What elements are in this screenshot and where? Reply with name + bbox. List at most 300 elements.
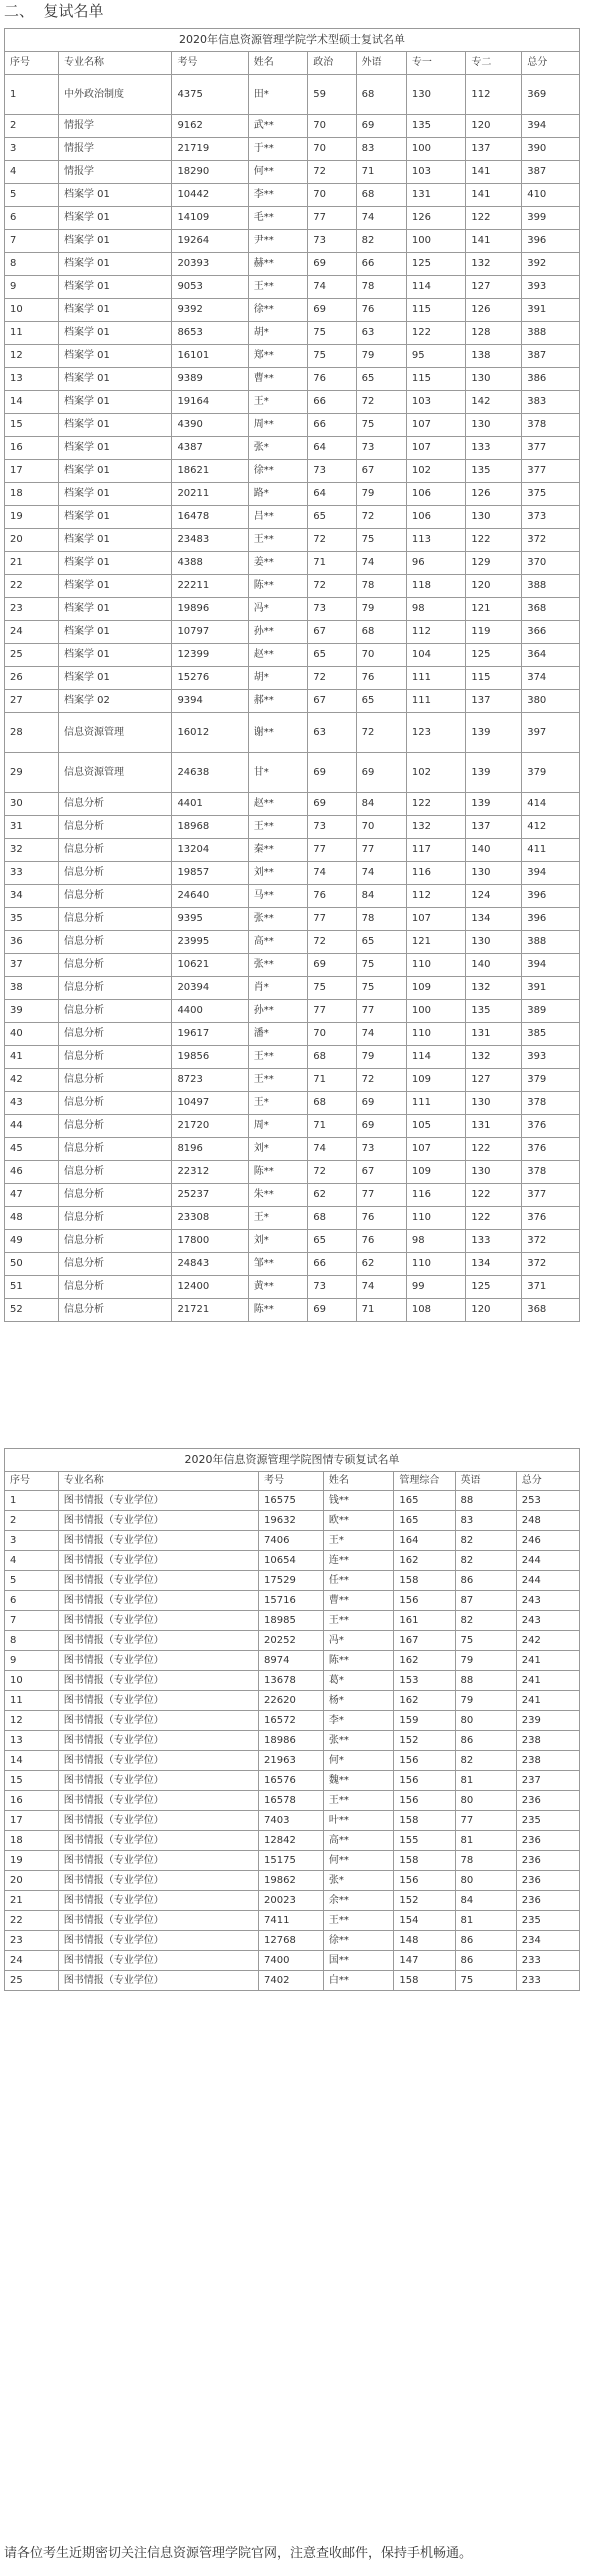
table-cell: 曹** [323, 1591, 393, 1611]
table-row [5, 460, 580, 483]
table-cell: 127 [466, 276, 522, 299]
table-cell: 4387 [172, 437, 248, 460]
table-cell: 王** [323, 1791, 393, 1811]
table-cell: 档案学 01 [58, 575, 171, 598]
table-cell: 张** [248, 954, 308, 977]
table-cell: 郝** [248, 690, 308, 713]
table-cell: 63 [356, 322, 406, 345]
table-cell: 21963 [259, 1751, 324, 1771]
table-cell: 79 [356, 483, 406, 506]
table-cell: 47 [5, 1184, 59, 1207]
table-cell: 2 [5, 1511, 59, 1531]
table-cell: 135 [406, 115, 466, 138]
table-cell: 241 [516, 1671, 579, 1691]
table-cell: 信息分析 [58, 1115, 171, 1138]
table-cell: 42 [5, 1069, 59, 1092]
table-row [5, 1207, 580, 1230]
table-cell: 18621 [172, 460, 248, 483]
table-cell: 71 [308, 552, 356, 575]
table-cell: 王** [248, 816, 308, 839]
table-cell: 20023 [259, 1891, 324, 1911]
table-cell: 102 [406, 753, 466, 793]
table-cell: 236 [516, 1891, 579, 1911]
table-row [5, 483, 580, 506]
table-cell: 叶** [323, 1811, 393, 1831]
table-cell: 122 [466, 1207, 522, 1230]
table-cell: 112 [406, 885, 466, 908]
column-header: 姓名 [248, 52, 308, 75]
table-cell: 126 [466, 483, 522, 506]
table-cell: 7 [5, 230, 59, 253]
table-cell: 13678 [259, 1671, 324, 1691]
table-cell: 107 [406, 908, 466, 931]
table-cell: 65 [356, 368, 406, 391]
table-cell: 28 [5, 713, 59, 753]
table-cell: 图书情报（专业学位） [58, 1571, 258, 1591]
table-cell: 388 [522, 322, 580, 345]
table-cell: 22 [5, 1911, 59, 1931]
table-cell: 139 [466, 713, 522, 753]
table-row [5, 1571, 580, 1591]
table-cell: 4401 [172, 793, 248, 816]
table-cell: 图书情报（专业学位） [58, 1531, 258, 1551]
table-cell: 156 [394, 1751, 455, 1771]
table-cell: 信息分析 [58, 1161, 171, 1184]
table-row [5, 161, 580, 184]
table-cell: 87 [455, 1591, 516, 1611]
table-cell: 134 [466, 908, 522, 931]
table-row [5, 1891, 580, 1911]
table-cell: 82 [455, 1611, 516, 1631]
table-cell: 399 [522, 207, 580, 230]
table-cell: 141 [466, 161, 522, 184]
table-cell: 82 [356, 230, 406, 253]
table-cell: 张* [248, 437, 308, 460]
table-cell: 甘* [248, 753, 308, 793]
table-cell: 18985 [259, 1611, 324, 1631]
table-cell: 20394 [172, 977, 248, 1000]
table-cell: 372 [522, 1253, 580, 1276]
table-cell: 郑** [248, 345, 308, 368]
table-row [5, 793, 580, 816]
table-cell: 125 [466, 1276, 522, 1299]
table-row [5, 1115, 580, 1138]
table-cell: 信息分析 [58, 1299, 171, 1322]
table-cell: 72 [308, 161, 356, 184]
professional-master-retest-table [4, 1448, 580, 1991]
table-cell: 马** [248, 885, 308, 908]
table-cell: 胡* [248, 322, 308, 345]
table-cell: 130 [466, 368, 522, 391]
table-cell: 73 [308, 816, 356, 839]
table-cell: 档案学 01 [58, 299, 171, 322]
table-cell: 8723 [172, 1069, 248, 1092]
table-row [5, 575, 580, 598]
table-cell: 248 [516, 1511, 579, 1531]
table-cell: 135 [466, 1000, 522, 1023]
table-cell: 383 [522, 391, 580, 414]
table-cell: 信息分析 [58, 1184, 171, 1207]
table-cell: 77 [308, 207, 356, 230]
table-cell: 9392 [172, 299, 248, 322]
table-cell: 132 [466, 977, 522, 1000]
table-cell: 74 [356, 862, 406, 885]
table-cell: 刘* [248, 1230, 308, 1253]
table-cell: 19 [5, 506, 59, 529]
table-cell: 16578 [259, 1791, 324, 1811]
table-header-row [5, 52, 580, 75]
table-cell: 20 [5, 1871, 59, 1891]
table-cell: 33 [5, 862, 59, 885]
table-cell: 246 [516, 1531, 579, 1551]
table-cell: 16 [5, 437, 59, 460]
table-cell: 62 [356, 1253, 406, 1276]
table-row [5, 552, 580, 575]
table-cell: 391 [522, 977, 580, 1000]
table-cell: 156 [394, 1791, 455, 1811]
column-header: 总分 [522, 52, 580, 75]
table-cell: 388 [522, 575, 580, 598]
table-cell: 4375 [172, 75, 248, 115]
table-row [5, 1751, 580, 1771]
table-cell: 235 [516, 1911, 579, 1931]
table-cell: 图书情报（专业学位） [58, 1831, 258, 1851]
table-cell: 62 [308, 1184, 356, 1207]
table-cell: 19857 [172, 862, 248, 885]
table-cell: 69 [308, 253, 356, 276]
table-cell: 3 [5, 1531, 59, 1551]
table-cell: 14109 [172, 207, 248, 230]
table-cell: 154 [394, 1911, 455, 1931]
table-cell: 71 [356, 161, 406, 184]
table-cell: 34 [5, 885, 59, 908]
table-cell: 38 [5, 977, 59, 1000]
table-cell: 王** [323, 1911, 393, 1931]
table-cell: 79 [455, 1691, 516, 1711]
table-cell: 18 [5, 483, 59, 506]
table-cell: 75 [455, 1631, 516, 1651]
table-cell: 赫** [248, 253, 308, 276]
table-cell: 21721 [172, 1299, 248, 1322]
table-cell: 80 [455, 1871, 516, 1891]
table-cell: 68 [356, 75, 406, 115]
table-cell: 19264 [172, 230, 248, 253]
table-cell: 葛* [323, 1671, 393, 1691]
table-cell: 于** [248, 138, 308, 161]
table-cell: 13 [5, 368, 59, 391]
table-cell: 74 [308, 276, 356, 299]
table-cell: 386 [522, 368, 580, 391]
table-cell: 110 [406, 954, 466, 977]
column-header: 序号 [5, 52, 59, 75]
table-row [5, 1771, 580, 1791]
table-cell: 390 [522, 138, 580, 161]
table-cell: 周* [248, 1115, 308, 1138]
table-cell: 107 [406, 414, 466, 437]
table-cell: 9394 [172, 690, 248, 713]
table-row [5, 667, 580, 690]
table-cell: 12842 [259, 1831, 324, 1851]
table-cell: 6 [5, 207, 59, 230]
table-cell: 76 [356, 299, 406, 322]
table-cell: 72 [308, 931, 356, 954]
table-cell: 陈** [248, 575, 308, 598]
table-cell: 111 [406, 1092, 466, 1115]
table-cell: 132 [466, 253, 522, 276]
table-cell: 王** [248, 1046, 308, 1069]
table-cell: 7 [5, 1611, 59, 1631]
table-row [5, 529, 580, 552]
table-cell: 20252 [259, 1631, 324, 1651]
table-cell: 79 [455, 1651, 516, 1671]
table-cell: 73 [308, 598, 356, 621]
table-cell: 16576 [259, 1771, 324, 1791]
table-cell: 106 [406, 483, 466, 506]
table-cell: 75 [308, 322, 356, 345]
table-cell: 信息分析 [58, 1046, 171, 1069]
table-cell: 123 [406, 713, 466, 753]
table-cell: 80 [455, 1711, 516, 1731]
table-cell: 档案学 01 [58, 621, 171, 644]
table-cell: 18968 [172, 816, 248, 839]
table-cell: 24 [5, 621, 59, 644]
table-cell: 81 [455, 1831, 516, 1851]
table-cell: 125 [466, 644, 522, 667]
table-cell: 档案学 01 [58, 184, 171, 207]
table-cell: 信息分析 [58, 885, 171, 908]
table-cell: 任** [323, 1571, 393, 1591]
table-cell: 64 [308, 437, 356, 460]
table-cell: 15175 [259, 1851, 324, 1871]
table-cell: 24640 [172, 885, 248, 908]
table-row [5, 1491, 580, 1511]
table-cell: 35 [5, 908, 59, 931]
column-header: 外语 [356, 52, 406, 75]
table-cell: 24 [5, 1951, 59, 1971]
table-cell: 信息分析 [58, 1253, 171, 1276]
table-cell: 86 [455, 1951, 516, 1971]
table-cell: 162 [394, 1651, 455, 1671]
table-cell: 73 [356, 437, 406, 460]
table-cell: 75 [356, 954, 406, 977]
table-cell: 109 [406, 1069, 466, 1092]
table-row [5, 1276, 580, 1299]
table-cell: 388 [522, 931, 580, 954]
table-cell: 22312 [172, 1161, 248, 1184]
table-cell: 10 [5, 1671, 59, 1691]
table-cell: 档案学 01 [58, 391, 171, 414]
table-cell: 130 [466, 506, 522, 529]
table-cell: 113 [406, 529, 466, 552]
table-cell: 131 [406, 184, 466, 207]
table-cell: 70 [308, 184, 356, 207]
table-cell: 165 [394, 1511, 455, 1531]
table-cell: 368 [522, 598, 580, 621]
table-cell: 78 [356, 575, 406, 598]
table-cell: 109 [406, 1161, 466, 1184]
table-cell: 98 [406, 598, 466, 621]
table-cell: 71 [308, 1069, 356, 1092]
table-cell: 103 [406, 161, 466, 184]
table-cell: 70 [308, 138, 356, 161]
table-cell: 76 [308, 368, 356, 391]
table-cell: 66 [308, 414, 356, 437]
table-row [5, 368, 580, 391]
table-cell: 16575 [259, 1491, 324, 1511]
table-cell: 40 [5, 1023, 59, 1046]
table-cell: 73 [308, 230, 356, 253]
table-cell: 138 [466, 345, 522, 368]
table-cell: 王** [323, 1611, 393, 1631]
table-row [5, 1511, 580, 1531]
table-cell: 396 [522, 885, 580, 908]
table-cell: 徐** [323, 1931, 393, 1951]
table-cell: 121 [466, 598, 522, 621]
table-cell: 钱** [323, 1491, 393, 1511]
table-cell: 23 [5, 1931, 59, 1951]
table-cell: 165 [394, 1491, 455, 1511]
table-cell: 17529 [259, 1571, 324, 1591]
table-cell: 396 [522, 908, 580, 931]
table-cell: 71 [356, 1299, 406, 1322]
table-cell: 陈** [248, 1161, 308, 1184]
table-cell: 132 [466, 1046, 522, 1069]
table-cell: 王* [248, 391, 308, 414]
table-row [5, 276, 580, 299]
table-cell: 81 [455, 1911, 516, 1931]
table-cell: 253 [516, 1491, 579, 1511]
column-header: 序号 [5, 1472, 59, 1491]
table-cell: 24638 [172, 753, 248, 793]
table-cell: 139 [466, 753, 522, 793]
table-cell: 75 [455, 1971, 516, 1991]
table-cell: 110 [406, 1023, 466, 1046]
table-cell: 8974 [259, 1651, 324, 1671]
column-header: 考号 [172, 52, 248, 75]
table-cell: 66 [308, 391, 356, 414]
table-cell: 赵** [248, 793, 308, 816]
table-cell: 392 [522, 253, 580, 276]
table-cell: 陈** [323, 1651, 393, 1671]
table-cell: 167 [394, 1631, 455, 1651]
table-cell: 130 [466, 1161, 522, 1184]
table-cell: 7411 [259, 1911, 324, 1931]
table-cell: 图书情报（专业学位） [58, 1751, 258, 1771]
table-cell: 信息分析 [58, 931, 171, 954]
table-cell: 图书情报（专业学位） [58, 1951, 258, 1971]
table-cell: 84 [356, 885, 406, 908]
table-row [5, 885, 580, 908]
table-cell: 114 [406, 1046, 466, 1069]
table-cell: 236 [516, 1791, 579, 1811]
table-cell: 133 [466, 437, 522, 460]
table-cell: 何** [248, 161, 308, 184]
table-cell: 73 [308, 1276, 356, 1299]
table-cell: 27 [5, 690, 59, 713]
table-cell: 信息分析 [58, 1069, 171, 1092]
table-cell: 239 [516, 1711, 579, 1731]
table-cell: 肖* [248, 977, 308, 1000]
table-cell: 152 [394, 1731, 455, 1751]
notice-text: 请各位考生近期密切关注信息资源管理学院官网，注意查收邮件，保持手机畅通。 [4, 2546, 473, 2561]
table-cell: 65 [356, 690, 406, 713]
table-cell: 10 [5, 299, 59, 322]
column-header: 英语 [455, 1472, 516, 1491]
table-cell: 147 [394, 1951, 455, 1971]
table-cell: 69 [356, 753, 406, 793]
table-cell: 杨* [323, 1691, 393, 1711]
table-cell: 373 [522, 506, 580, 529]
table-row [5, 1023, 580, 1046]
table-cell: 孙** [248, 621, 308, 644]
table-cell: 70 [308, 1023, 356, 1046]
table-row [5, 908, 580, 931]
table-cell: 88 [455, 1491, 516, 1511]
table-cell: 68 [308, 1092, 356, 1115]
table-cell: 77 [308, 1000, 356, 1023]
table-cell: 11 [5, 1691, 59, 1711]
table-cell: 156 [394, 1771, 455, 1791]
table-cell: 235 [516, 1811, 579, 1831]
table-cell: 19 [5, 1851, 59, 1871]
table-cell: 25 [5, 1971, 59, 1991]
table-cell: 122 [466, 1138, 522, 1161]
table-cell: 142 [466, 391, 522, 414]
table-cell: 158 [394, 1571, 455, 1591]
table-cell: 126 [406, 207, 466, 230]
table-cell: 67 [308, 621, 356, 644]
table-cell: 档案学 01 [58, 644, 171, 667]
table-row [5, 1531, 580, 1551]
table-cell: 84 [356, 793, 406, 816]
table-cell: 信息分析 [58, 1230, 171, 1253]
table-cell: 52 [5, 1299, 59, 1322]
table-cell: 75 [308, 345, 356, 368]
table-cell: 9389 [172, 368, 248, 391]
table-row [5, 1046, 580, 1069]
table-cell: 121 [406, 931, 466, 954]
table-cell: 77 [356, 1000, 406, 1023]
table-cell: 潘* [248, 1023, 308, 1046]
table-cell: 7406 [259, 1531, 324, 1551]
table-cell: 2 [5, 115, 59, 138]
table-cell: 17 [5, 460, 59, 483]
table-row [5, 1671, 580, 1691]
table-cell: 134 [466, 1253, 522, 1276]
table-cell: 8653 [172, 322, 248, 345]
table-cell: 20393 [172, 253, 248, 276]
table-cell: 236 [516, 1851, 579, 1871]
table-cell: 15 [5, 1771, 59, 1791]
table-cell: 12399 [172, 644, 248, 667]
table-cell: 情报学 [58, 138, 171, 161]
table-cell: 76 [356, 667, 406, 690]
table-cell: 115 [466, 667, 522, 690]
table-cell: 23995 [172, 931, 248, 954]
table-cell: 95 [406, 345, 466, 368]
table-cell: 信息分析 [58, 862, 171, 885]
table-row [5, 138, 580, 161]
table-cell: 15716 [259, 1591, 324, 1611]
table-cell: 84 [455, 1891, 516, 1911]
table-cell: 46 [5, 1161, 59, 1184]
table-cell: 236 [516, 1871, 579, 1891]
table-cell: 244 [516, 1551, 579, 1571]
table-cell: 394 [522, 115, 580, 138]
table-row [5, 1230, 580, 1253]
table-cell: 376 [522, 1115, 580, 1138]
table-cell: 图书情报（专业学位） [58, 1771, 258, 1791]
